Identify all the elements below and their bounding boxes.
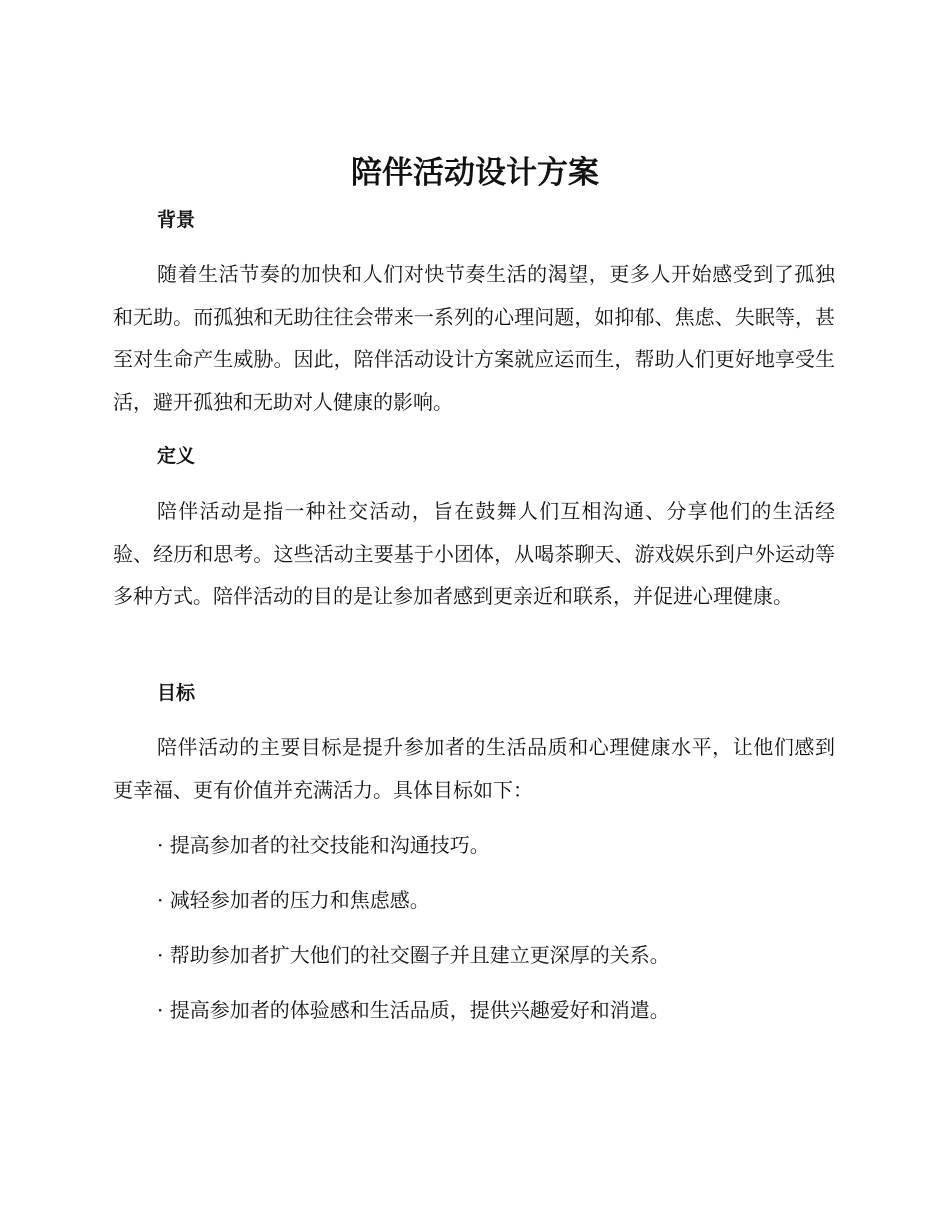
section-paragraph-background: 随着生活节奏的加快和人们对快节奏生活的渴望，更多人开始感受到了孤独和无助。而孤独和无助往往会带来一系列的心理问题，如抑郁、焦虑、失眠等，甚至对生命产生威胁。因此，陪伴活动设计方案就应运而生，帮助人们更好地享受生活，避开孤独和无助对人健康的影响。 — [113, 262, 835, 414]
section-paragraph-definition: 陪伴活动是指一种社交活动，旨在鼓舞人们互相沟通、分享他们的生活经验、经历和思考。这些活动主要基于小团体，从喝茶聊天、游戏娱乐到户外运动等多种方式。陪伴活动的目的是让参加者感到更亲近和联系，并促进心理健康。 — [113, 499, 835, 608]
document-title: 陪伴活动设计方案 — [351, 155, 599, 191]
goal-list-item: · 提高参加者的社交技能和沟通技巧。 — [157, 833, 490, 857]
section-heading-goals: 目标 — [157, 682, 196, 704]
section-heading-definition: 定义 — [157, 445, 196, 467]
goal-list-item: · 提高参加者的体验感和生活品质，提供兴趣爱好和消遣。 — [157, 998, 670, 1022]
section-heading-background: 背景 — [157, 209, 196, 231]
section-paragraph-goals: 陪伴活动的主要目标是提升参加者的生活品质和心理健康水平，让他们感到更幸福、更有价值并充满活力。具体目标如下： — [113, 735, 835, 802]
goal-list-item: · 帮助参加者扩大他们的社交圈子并且建立更深厚的关系。 — [157, 943, 670, 967]
goal-list-item: · 减轻参加者的压力和焦虑感。 — [157, 888, 430, 912]
